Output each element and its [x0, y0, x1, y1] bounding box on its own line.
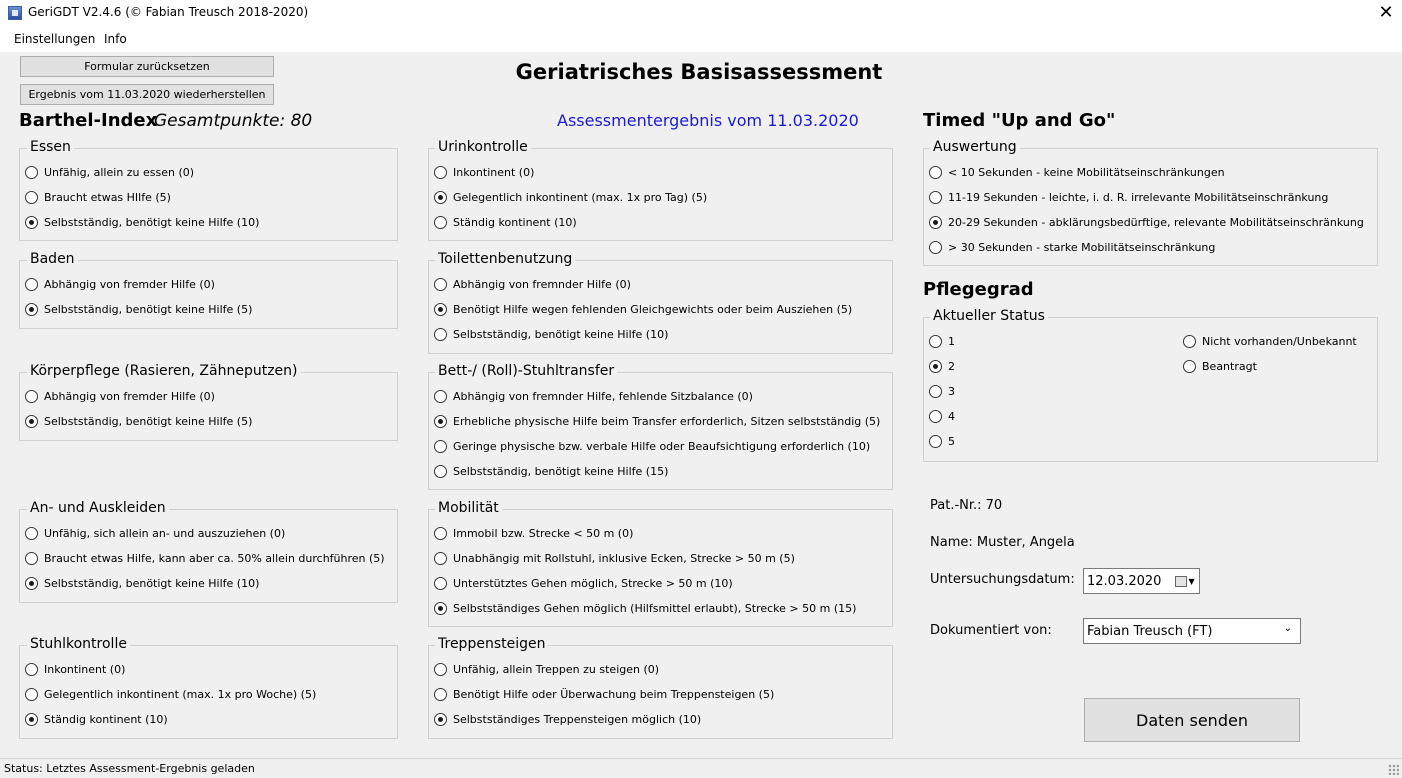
radio-button[interactable]	[434, 688, 447, 701]
radio-button[interactable]	[25, 216, 38, 229]
radio-essen-10[interactable]	[25, 216, 259, 229]
radio-button[interactable]	[929, 410, 942, 423]
radio-koerperpflege-5[interactable]	[25, 415, 252, 428]
radio-button[interactable]	[25, 552, 38, 565]
option-label: 2	[948, 360, 955, 373]
pflegegrad-title: Pflegegrad	[923, 279, 1034, 300]
window-title: GeriGDT V2.4.6 (© Fabian Treusch 2018-2020)	[28, 5, 309, 19]
option-label: Benötigt Hilfe oder Überwachung beim Treppensteigen (5)	[453, 688, 775, 701]
radio-button[interactable]	[929, 360, 942, 373]
radio-auskleiden-5[interactable]	[25, 552, 385, 565]
radio-pflegegrad-beantragt[interactable]	[1183, 360, 1257, 373]
radio-button[interactable]	[25, 415, 38, 428]
radio-tug-20-29[interactable]	[929, 216, 1364, 229]
patient-number: Pat.-Nr.: 70	[930, 498, 1003, 513]
radio-urin-10[interactable]	[434, 216, 577, 229]
option-label: Inkontinent (0)	[44, 663, 126, 676]
option-label: Selbstständiges Treppensteigen möglich (10)	[453, 713, 702, 726]
radio-baden-5[interactable]	[25, 303, 252, 316]
radio-transfer-15[interactable]	[434, 465, 668, 478]
radio-toilette-5[interactable]	[434, 303, 852, 316]
radio-stuhl-0[interactable]	[25, 663, 125, 676]
radio-mobil-15[interactable]	[434, 602, 856, 615]
radio-button[interactable]	[434, 663, 447, 676]
radio-treppen-10[interactable]	[434, 713, 701, 726]
resize-grip-icon[interactable]	[1388, 764, 1399, 775]
patient-name: Name: Muster, Angela	[930, 535, 1075, 550]
option-label: Unabhängig mit Rollstuhl, inklusive Ecken, Strecke > 50 m (5)	[453, 552, 795, 565]
radio-mobil-5[interactable]	[434, 552, 795, 565]
option-label: Selbstständig, benötigt keine Hilfe (5)	[44, 303, 253, 316]
radio-tug-lt10[interactable]	[929, 166, 1225, 179]
option-label: Selbstständig, benötigt keine Hilfe (10)	[453, 328, 669, 341]
radio-button[interactable]	[434, 328, 447, 341]
group-koerperpflege	[19, 372, 398, 441]
radio-urin-0[interactable]	[434, 166, 534, 179]
radio-button[interactable]	[25, 166, 38, 179]
assessment-result-title: Assessmentergebnis vom 11.03.2020	[557, 111, 859, 130]
radio-toilette-10[interactable]	[434, 328, 668, 341]
option-label: Inkontinent (0)	[453, 166, 535, 179]
status-text: Status: Letztes Assessment-Ergebnis geladen	[4, 762, 255, 775]
radio-auskleiden-0[interactable]	[25, 527, 285, 540]
radio-button[interactable]	[434, 166, 447, 179]
radio-button[interactable]	[434, 303, 447, 316]
menu-bar	[0, 26, 1402, 52]
radio-transfer-10[interactable]	[434, 440, 870, 453]
option-label: Unfähig, allein zu essen (0)	[44, 166, 195, 179]
option-label: Selbstständig, benötigt keine Hilfe (10)	[44, 577, 260, 590]
radio-button[interactable]	[434, 527, 447, 540]
documented-by-label: Dokumentiert von:	[930, 623, 1052, 638]
radio-transfer-0[interactable]	[434, 390, 753, 403]
radio-button[interactable]	[929, 191, 942, 204]
radio-baden-0[interactable]	[25, 278, 215, 291]
option-label: 20-29 Sekunden - abklärungsbedürftige, relevante Mobilitätseinschränkung	[948, 216, 1364, 229]
option-label: Braucht etwas HIlfe (5)	[44, 191, 171, 204]
option-label: < 10 Sekunden - keine Mobilitätseinschränkungen	[948, 166, 1225, 179]
radio-treppen-0[interactable]	[434, 663, 659, 676]
radio-pflegegrad-4[interactable]	[929, 410, 955, 423]
option-label: Abhängig von fremder Hilfe (0)	[44, 390, 215, 403]
option-label: Erhebliche physische Hilfe beim Transfer erforderlich, Sitzen selbstständig (5)	[453, 415, 881, 428]
exam-date-value: 12.03.2020	[1087, 573, 1162, 589]
exam-date-picker[interactable]	[1083, 568, 1200, 594]
group-baden-label: Baden	[27, 251, 78, 267]
option-label: Abhängig von fremnder Hilfe, fehlende Sitzbalance (0)	[453, 390, 753, 403]
radio-stuhl-10[interactable]	[25, 713, 168, 726]
exam-date-label: Untersuchungsdatum:	[930, 572, 1075, 587]
radio-button[interactable]	[25, 713, 38, 726]
option-label: Geringe physische bzw. verbale Hilfe oder Beaufsichtigung erforderlich (10)	[453, 440, 871, 453]
option-label: Benötigt Hilfe wegen fehlenden Gleichgewichts oder beim Ausziehen (5)	[453, 303, 853, 316]
radio-button[interactable]	[434, 602, 447, 615]
radio-toilette-0[interactable]	[434, 278, 631, 291]
radio-button[interactable]	[25, 278, 38, 291]
option-label: Gelegentlich inkontinent (max. 1x pro Woche) (5)	[44, 688, 317, 701]
option-label: Immobil bzw. Strecke < 50 m (0)	[453, 527, 634, 540]
radio-tug-11-19[interactable]	[929, 191, 1328, 204]
radio-button[interactable]	[434, 465, 447, 478]
option-label: 3	[948, 385, 955, 398]
radio-mobil-10[interactable]	[434, 577, 733, 590]
radio-button[interactable]	[1183, 360, 1196, 373]
group-urinkontrolle-label: Urinkontrolle	[435, 139, 531, 155]
radio-button[interactable]	[25, 577, 38, 590]
radio-pflegegrad-unbekannt[interactable]	[1183, 335, 1357, 348]
send-data-button[interactable]: Daten senden	[1084, 698, 1300, 742]
radio-button[interactable]	[25, 390, 38, 403]
radio-pflegegrad-3[interactable]	[929, 385, 955, 398]
option-label: Selbstständig, benötigt keine Hilfe (15)	[453, 465, 669, 478]
barthel-total: Gesamtpunkte: 80	[154, 111, 313, 131]
option-label: Braucht etwas Hilfe, kann aber ca. 50% allein durchführen (5)	[44, 552, 385, 565]
group-transfer-label: Bett-/ (Roll)-Stuhltransfer	[435, 363, 617, 379]
restore-result-button[interactable]: Ergebnis vom 11.03.2020 wiederherstellen	[20, 84, 274, 105]
radio-button[interactable]	[434, 440, 447, 453]
group-pflegegrad-label: Aktueller Status	[930, 308, 1048, 324]
group-koerperpflege-label: Körperpflege (Rasieren, Zähneputzen)	[27, 363, 301, 379]
radio-tug-gt30[interactable]	[929, 241, 1215, 254]
barthel-title: Barthel-Index	[19, 110, 158, 131]
radio-button[interactable]	[434, 191, 447, 204]
chevron-down-icon[interactable]: ▼	[1188, 576, 1195, 586]
reset-form-button[interactable]: Formular zurücksetzen	[20, 56, 274, 77]
group-tug-label: Auswertung	[930, 139, 1020, 155]
group-mobilitaet-label: Mobilität	[435, 500, 502, 516]
radio-koerperpflege-0[interactable]	[25, 390, 215, 403]
menu-einstellungen[interactable]: Einstellungen	[14, 32, 96, 46]
option-label: 1	[948, 335, 955, 348]
radio-button[interactable]	[434, 577, 447, 590]
option-label: Unfähig, allein Treppen zu steigen (0)	[453, 663, 660, 676]
radio-essen-5[interactable]	[25, 191, 171, 204]
radio-button[interactable]	[1183, 335, 1196, 348]
option-label: Abhängig von fremder Hilfe (0)	[44, 278, 215, 291]
radio-pflegegrad-1[interactable]	[929, 335, 955, 348]
group-toilette-label: Toilettenbenutzung	[435, 251, 575, 267]
radio-stuhl-5[interactable]	[25, 688, 316, 701]
option-label: 5	[948, 435, 955, 448]
radio-button[interactable]	[929, 435, 942, 448]
radio-mobil-0[interactable]	[434, 527, 633, 540]
option-label: Ständig kontinent (10)	[453, 216, 577, 229]
group-essen-label: Essen	[27, 139, 74, 155]
option-label: 11-19 Sekunden - leichte, i. d. R. irrelevante Mobilitätseinschränkung	[948, 191, 1329, 204]
group-stuhlkontrolle-label: Stuhlkontrolle	[27, 636, 130, 652]
radio-transfer-5[interactable]	[434, 415, 880, 428]
close-icon[interactable]: ✕	[1378, 2, 1394, 23]
radio-button[interactable]	[929, 335, 942, 348]
radio-pflegegrad-5[interactable]	[929, 435, 955, 448]
radio-treppen-5[interactable]	[434, 688, 774, 701]
radio-button[interactable]	[25, 191, 38, 204]
group-baden	[19, 260, 398, 329]
documented-by-select[interactable]	[1083, 618, 1301, 644]
chevron-down-icon[interactable]: ⌄	[1283, 623, 1292, 634]
radio-button[interactable]	[25, 688, 38, 701]
radio-button[interactable]	[929, 241, 942, 254]
option-label: 4	[948, 410, 955, 423]
option-label: Unterstütztes Gehen möglich, Strecke > 50 m (10)	[453, 577, 733, 590]
radio-button[interactable]	[929, 166, 942, 179]
radio-auskleiden-10[interactable]	[25, 577, 259, 590]
option-label: Ständig kontinent (10)	[44, 713, 168, 726]
option-label: Selbstständiges Gehen möglich (Hilfsmittel erlaubt), Strecke > 50 m (15)	[453, 602, 857, 615]
documented-by-value: Fabian Treusch (FT)	[1087, 623, 1213, 639]
radio-button[interactable]	[25, 527, 38, 540]
radio-urin-5[interactable]	[434, 191, 707, 204]
group-auskleiden-label: An- und Auskleiden	[27, 500, 169, 516]
menu-info[interactable]: Info	[104, 32, 127, 46]
radio-button[interactable]	[25, 663, 38, 676]
radio-button[interactable]	[25, 303, 38, 316]
radio-button[interactable]	[434, 713, 447, 726]
radio-button[interactable]	[434, 390, 447, 403]
radio-button[interactable]	[929, 385, 942, 398]
radio-pflegegrad-2[interactable]	[929, 360, 955, 373]
option-label: Nicht vorhanden/Unbekannt	[1202, 335, 1357, 348]
option-label: Gelegentlich inkontinent (max. 1x pro Tag) (5)	[453, 191, 708, 204]
radio-button[interactable]	[434, 278, 447, 291]
group-treppen-label: Treppensteigen	[435, 636, 548, 652]
option-label: Beantragt	[1202, 360, 1257, 373]
radio-button[interactable]	[434, 216, 447, 229]
radio-button[interactable]	[434, 415, 447, 428]
option-label: Selbstständig, benötigt keine Hilfe (10)	[44, 216, 260, 229]
tug-title: Timed "Up and Go"	[923, 110, 1116, 131]
app-icon	[8, 6, 22, 20]
option-label: Selbstständig, benötigt keine Hilfe (5)	[44, 415, 253, 428]
calendar-icon[interactable]	[1175, 576, 1187, 587]
option-label: Abhängig von fremnder Hilfe (0)	[453, 278, 631, 291]
radio-essen-0[interactable]	[25, 166, 194, 179]
radio-button[interactable]	[434, 552, 447, 565]
option-label: > 30 Sekunden - starke Mobilitätseinschränkung	[948, 241, 1216, 254]
page-title: Geriatrisches Basisassessment	[515, 60, 883, 84]
option-label: Unfähig, sich allein an- und auszuziehen (0)	[44, 527, 286, 540]
radio-button[interactable]	[929, 216, 942, 229]
